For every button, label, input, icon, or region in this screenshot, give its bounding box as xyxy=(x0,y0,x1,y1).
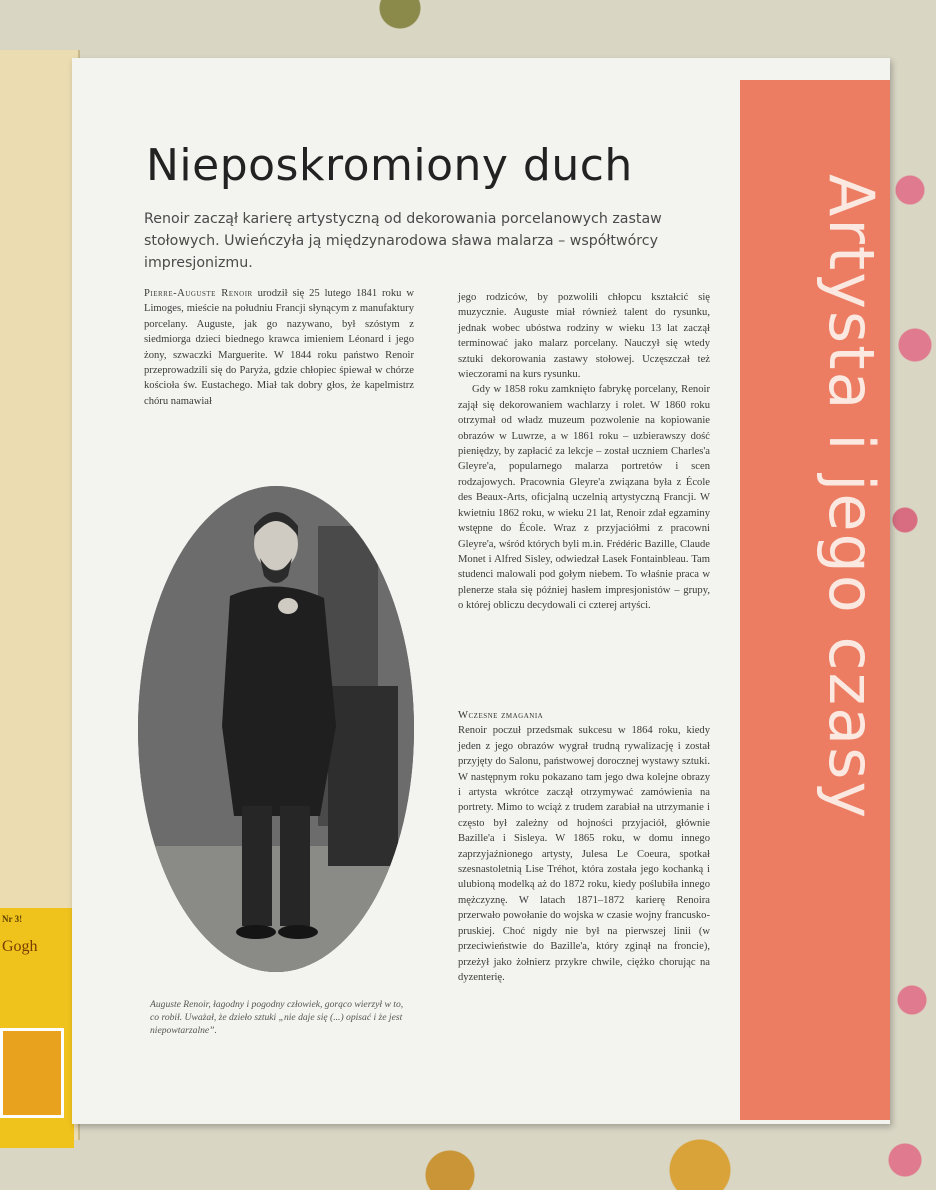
magazine-page xyxy=(72,58,890,1124)
column-one xyxy=(144,286,414,409)
section-band xyxy=(740,80,890,1120)
column-two xyxy=(458,290,710,614)
renoir-portrait-photo xyxy=(138,486,414,972)
column-three xyxy=(458,708,710,985)
article-lead: Renoir zaczął karierę artystyczną od dekorowania porcelanowych zastaw stołowych. Uwieńczyła ją międzynarodowa sława malarza – współtwórcy impresjonizmu. xyxy=(144,211,662,271)
portrait-figure-icon xyxy=(138,486,414,972)
portrait-caption: Auguste Renoir, łagodny i pogodny człowiek, gorąco wierzył w to, co robił. Uważał, że dzieło sztuki „nie daje się (...) opisać i że jest niepowtarzalne”. xyxy=(150,999,404,1036)
sunflowers-thumbnail xyxy=(0,1028,64,1118)
column-one-text: urodził się 25 lutego 1841 roku w Limoges, mieście na południu Francji słynącym z manufaktury porcelany. Auguste, jak go nazywano, był szóstym z siedmiorga dzieci biednego krawca imieniem Léonard i jego żony, szwaczki Marguerite. W 1844 roku państwo Renoir przeprowadzili się do Paryża, gdzie chłopiec śpiewał w chórze kościoła św. Eustachego. Miał tak dobry głos, że kapelmistrz chóru namawiał xyxy=(144,288,414,407)
article-headline: Nieposkromiony duch xyxy=(146,140,633,191)
promo-label: Nr 3! xyxy=(2,914,23,924)
column-two-paragraph-1: jego rodziców, by pozwolili chłopcu kształcić się muzycznie. Auguste miał również talent do rysunku, jednak wobec ubóstwa rodziny w wieku 13 lat zaczął terminować jako malarz porcelany. Nauczył się wtedy sztuki dekorowania zastawy stołowej. Uczęszczał też wieczorami na kurs rysunku. xyxy=(458,292,710,381)
previous-page-edge xyxy=(0,50,80,1140)
section-title: Artysta i jego czasy xyxy=(815,174,888,821)
column-three-text: Renoir poczuł przedsmak sukcesu w 1864 roku, kiedy jeden z jego obrazów wygrał trudną rywalizację i został przyjęty do Salonu, państwowej dorocznej wystawy sztuki. W następnym roku pokazano tam jego dwa kolejne obrazy i artysta wkrótce zaczął otrzymywać zamówienia na portrety. Mimo to wciąż z trudem zarabiał na utrzymanie i często był zależny od hojności przyjaciół, głównie Bazille'a i Sisleya. W 1865 roku, w domu innego zaprzyjaźnionego artysty, Julesa Le Coeura, spotkał szesnastoletnią Lise Tréhot, która została jego kochanką i ulubioną modelką aż do 1872 roku, kiedy poślubiła innego mężczyznę. W latach 1871–1872 karierę Renoira przerwało powołanie do wojska w czasie wojny francusko-pruskiej. Choć nigdy nie był na pierwszej linii (w przeciwieństwie do Bazille'a, który zginął na froncie), przeżył jako żołnierz przykre chwile, ciężko chorując na dyzenterię. xyxy=(458,725,710,983)
column-two-paragraph-2: Gdy w 1858 roku zamknięto fabrykę porcelany, Renoir zajął się dekorowaniem wachlarzy i rolet. W 1860 roku otrzymał od władz muzeum pozwolenie na kopiowanie obrazów w Luwrze, a w 1861 roku – uzbierawszy dość pieniędzy, by zapłacić za lekcje – został uczniem Charles'a Gleyre'a, popularnego malarza portretów i scen rodzajowych. Pracownia Gleyre'a związana była z École des Beaux-Arts, oficjalną uczelnią artystyczną Francji. W kwietniu 1862 roku, w wieku 21 lat, Renoir zdał egzaminy wstępne do École. Wraz z przyjaciółmi z pracowni Gleyre'a, wśród których byli m.in. Frédéric Bazille, Claude Monet i Alfred Sisley, odwiedzał Lasek Fontainbleau. Tam studenci malowali pod gołym niebem. To właśnie praca w plenerze stała się później hasłem impresjonistów – grupy, o której obliczu decydowali ci czterej artyści. xyxy=(458,384,710,612)
promo-title: Gogh xyxy=(2,938,38,955)
author-name-smallcaps: Pierre-Auguste Renoir xyxy=(144,288,253,299)
section-subheading: Wczesne zmagania xyxy=(458,710,544,721)
promo-box xyxy=(0,908,74,1148)
